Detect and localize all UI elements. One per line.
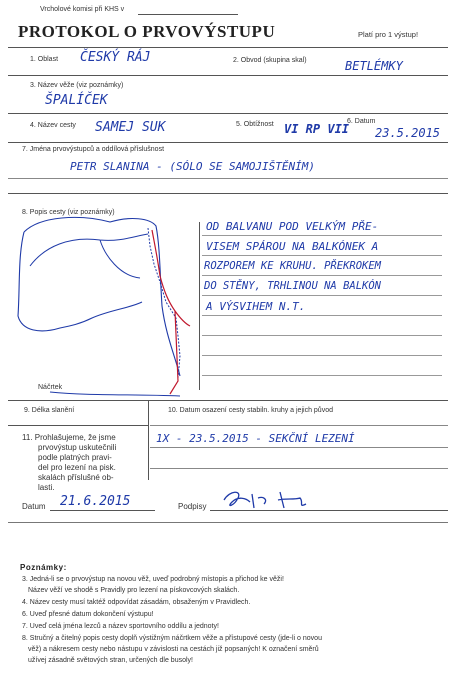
desc-rule-1 [202,235,442,236]
row-3-rule [8,113,448,114]
signatures-label: Podpisy [178,502,207,511]
declaration-line-6: lasti. [38,483,55,492]
field-2-value: BETLÉMKY [345,59,403,73]
field-2-label: 2. Obvod (skupina skal) [233,57,307,64]
inner-overhang [30,234,148,278]
commission-line: Vrcholové komisi při KHS v [40,6,125,13]
field-4-value: SAMEJ SUK [95,120,166,135]
desc-rule-6 [202,335,442,336]
desc-rule-2 [202,255,442,256]
field-5-value: VI RP VII [284,122,350,136]
form-title: PROTOKOL O PRVOVÝSTUPU [18,22,276,41]
field-7-label: 7. Jména prvovýstupců a oddílová příslušnost [22,146,165,153]
field-6-label: 6. Datum [347,118,376,125]
footer-top-rule [8,522,448,523]
row-1-rule [8,75,448,76]
commission-underline [138,14,238,15]
route-desc-line-5: A VÝSVIHEM N.T. [206,300,306,313]
declaration-line-3: podle platných pravi- [38,453,112,462]
field-3-value: ŠPALÍČEK [45,93,108,108]
field-1-value: ČESKÝ RÁJ [80,50,151,65]
desc-rule-8 [202,375,442,376]
field-4-label: 4. Název cesty [30,122,76,129]
row-7-rule-a [8,178,448,179]
sketch-label: Náčrtek [38,384,63,391]
route-desc-line-3: ROZPOREM KE KRUHU. PŘEKROKEM [204,260,382,272]
field-10-value: 1X - 23.5.2015 - SEKČNÍ LEZENÍ [156,432,355,445]
declaration-line-1: 11. Prohlašujeme, že jsme [22,433,116,442]
row-10-rule-c [150,468,448,469]
row-8-rule [8,400,448,401]
declaration-line-4: del pro lezení na pisk. [38,463,116,472]
field-3-label: 3. Název věže (viz poznámky) [30,82,124,89]
field-7-value: PETR SLANINA - (SÓLO SE SAMOJIŠTĚNÍM) [70,160,316,173]
note-4: 6. Uveď přesné datum dokončení výstupu! [22,611,154,618]
row-7-rule-b [8,193,448,194]
field-10-label: 10. Datum osazení cesty stabiln. kruhy a jejich původ [168,407,333,414]
date-underline [50,510,155,511]
route-desc-line-4: DO STĚNY, TRHLINOU NA BALKÓN [204,280,382,292]
declaration-line-2: prvovýstup uskutečnili [38,443,117,452]
row-4-rule [8,142,448,143]
notes-title: Poznámky: [20,563,67,572]
note-3: 4. Název cesty musí taktéž odpovídat zásadám, obsaženým v Pravidlech. [22,599,251,606]
route-desc-line-1: OD BALVANU POD VELKÝM PŘE- [206,220,379,233]
note-6: 8. Stručný a čitelný popis cesty doplň výstižným náčrtkem věže a přístupové cesty (jde-li o novou [22,635,322,642]
desc-rule-3 [202,275,442,276]
ground-line [50,392,180,396]
date-value: 21.6.2015 [60,494,131,509]
note-5: 7. Uveď celá jména lezců a název sportovního oddílu a jednoty! [22,623,219,630]
validity-note: Platí pro 1 výstup! [358,30,419,39]
row-10-rule-a [150,425,448,426]
field-6-value: 23.5.2015 [375,126,441,140]
note-7: věž) a nákresem cesty nebo nástupu v závislosti na cestách již popsaných! K označení směrů [28,646,319,653]
field-5-label: 5. Obtížnost [236,121,274,128]
declaration-line-5: skalách příslušné ob- [38,473,114,482]
field-8-label: 8. Popis cesty (viz poznámky) [22,209,115,216]
title-rule [8,47,448,48]
row-9-rule [8,425,148,426]
note-8: užívej zásadně světových stran, určených dle busoly! [28,657,193,664]
signatures-underline [210,510,448,511]
route-desc-line-2: VISEM SPÁROU NA BALKÓNEK A [206,240,379,253]
crack-line [148,228,180,378]
desc-rule-4 [202,295,442,296]
field-9-label: 9. Délka slanění [24,407,75,414]
rock-outline [18,217,180,376]
desc-rule-5 [202,315,442,316]
desc-rule-7 [202,355,442,356]
note-1: 3. Jedná-li se o prvovýstup na novou věž, uveď podrobný místopis a přichod ke věži! [22,576,284,583]
col-divider-9-10 [148,400,149,480]
signature-mark [220,488,320,512]
route-sketch [10,206,200,400]
field-1-label: 1. Oblast [30,56,59,63]
route-line [152,230,190,394]
note-2: Název věží ve shodě s Pravidly pro lezení na pískovcových skalách. [28,587,240,594]
row-10-rule-b [150,447,448,448]
date-label: Datum [22,502,46,511]
